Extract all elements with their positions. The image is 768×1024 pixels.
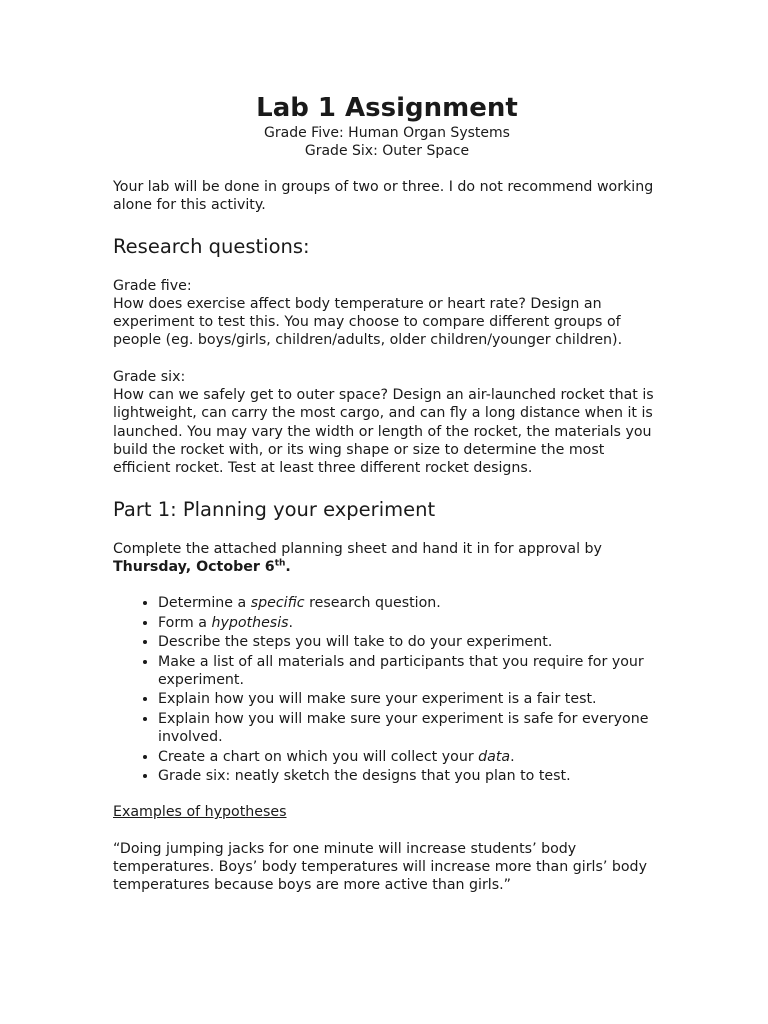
list-item-emphasis: specific xyxy=(250,595,305,612)
requirements-list xyxy=(113,594,661,785)
planning-paragraph xyxy=(113,540,661,577)
subtitle-grade-five: Grade Five: Human Organ Systems xyxy=(264,125,510,141)
subtitle-grade-six: Grade Six: Outer Space xyxy=(304,143,470,159)
list-item: • Make a list of all materials and participants that you require for your experiment. xyxy=(158,653,661,690)
list-item xyxy=(158,594,661,612)
due-date-suffix: th xyxy=(274,558,286,569)
list-item-text: Create a chart on which you will collect your xyxy=(158,748,479,765)
due-date-text: Thursday, October 6 xyxy=(113,558,275,575)
grade-six-label: Grade six: xyxy=(113,368,186,385)
list-item: • Explain how you will make sure your experiment is safe for everyone involved. xyxy=(158,710,661,747)
grade-five-label: Grade five: xyxy=(113,277,192,294)
list-item-text: Determine a xyxy=(158,595,251,612)
due-date-end: . xyxy=(285,558,291,575)
grade-five-text: How does exercise affect body temperature or heart rate? Design an experiment to test this. You may choose to compare different groups of people (eg. boys/girls, children/adults, older children/younger children). xyxy=(113,295,623,349)
research-heading: Research questions: xyxy=(113,234,310,258)
list-item xyxy=(158,748,661,766)
document-page xyxy=(113,92,661,895)
list-item: • Explain how you will make sure your experiment is a fair test. xyxy=(158,690,661,708)
list-item: • Grade six: neatly sketch the designs that you plan to test. xyxy=(158,767,661,785)
grade-six-text: How can we safely get to outer space? Design an air-launched rocket that is lightweight, can carry the most cargo, and can fly a long distance when it is launched. You may vary the width or length of the rocket, the materials you build the rocket with, or its wing shape or size to determine the most efficient rocket. Test at least three different rocket designs. xyxy=(113,387,654,477)
intro-paragraph: Your lab will be done in groups of two or three. I do not recommend working alone for this activity. xyxy=(113,179,654,214)
list-item-text: . xyxy=(510,748,515,765)
list-item: • Describe the steps you will take to do your experiment. xyxy=(158,633,661,651)
list-item-emphasis: data xyxy=(478,748,511,765)
example-hypothesis-quote: “Doing jumping jacks for one minute will increase students’ body temperatures. Boys’ body temperatures will increase more than girls’ body temperatures because boys are more active than girls.” xyxy=(113,840,647,894)
part1-heading: Part 1: Planning your experiment xyxy=(113,497,436,521)
planning-text: Complete the attached planning sheet and hand it in for approval by xyxy=(113,540,602,557)
list-item-text: Form a xyxy=(158,614,212,631)
list-item xyxy=(158,614,661,632)
list-item-emphasis: hypothesis xyxy=(211,614,289,631)
due-date xyxy=(113,559,291,575)
examples-heading: Examples of hypotheses xyxy=(113,804,287,821)
list-item-text: . xyxy=(288,614,294,631)
page-title: Lab 1 Assignment xyxy=(256,93,518,123)
list-item-text: research question. xyxy=(304,595,441,612)
